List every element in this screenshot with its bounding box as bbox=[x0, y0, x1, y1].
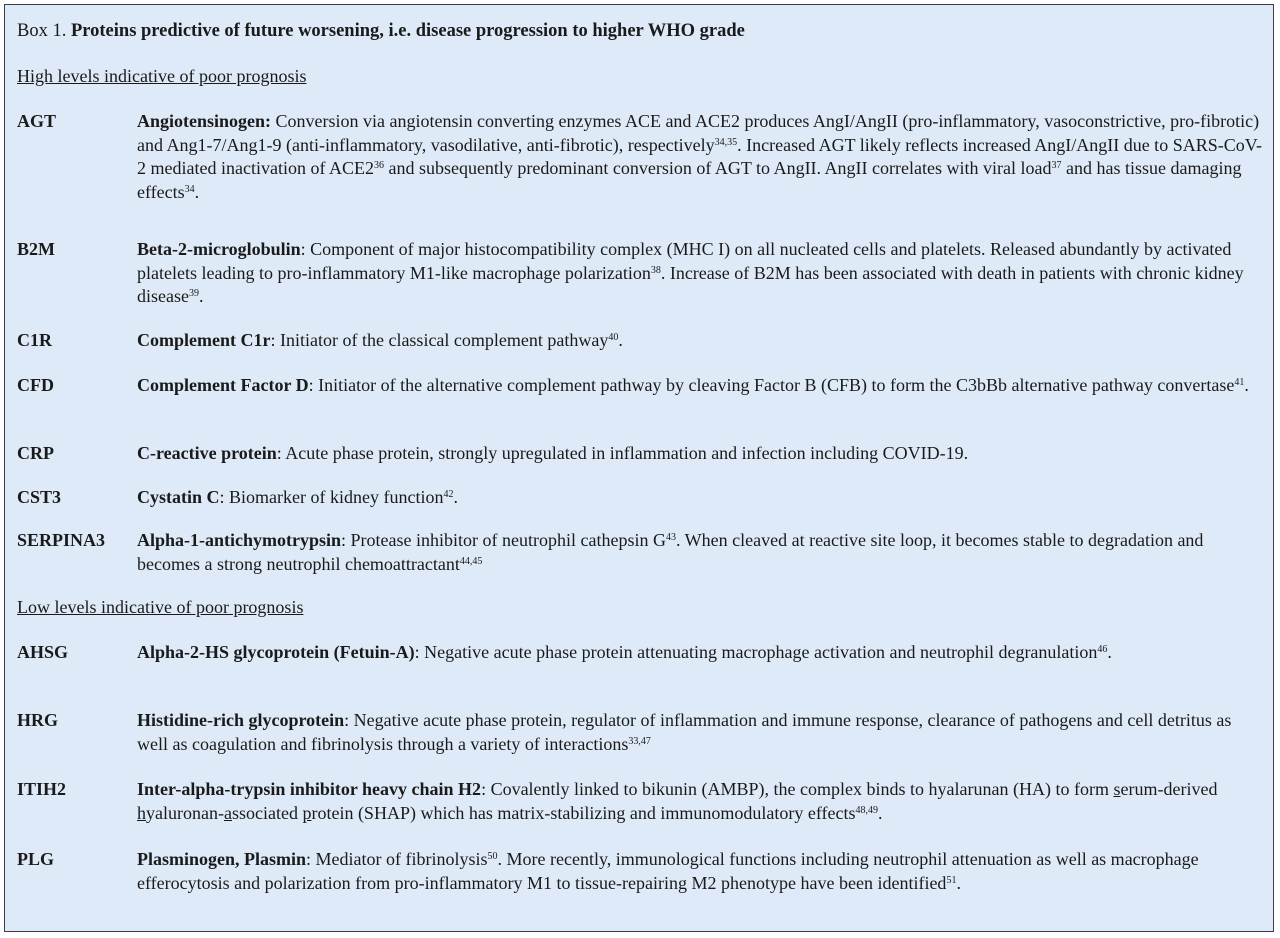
citation-ref: 50 bbox=[487, 851, 498, 862]
citation-ref: 48,49 bbox=[855, 804, 879, 816]
section-heading-low: Low levels indicative of poor prognosis bbox=[17, 597, 304, 617]
protein-description bbox=[137, 238, 1265, 309]
description-text: . Increased AGT likely reflects increased AngI/AngII due to SARS-CoV-2 mediated inactivation of ACE2 bbox=[137, 134, 1263, 178]
citation-ref: 41 bbox=[1234, 377, 1245, 388]
description-text: . bbox=[1244, 375, 1249, 395]
protein-code: HRG bbox=[17, 710, 59, 730]
protein-name: Inter-alpha-trypsin inhibitor heavy chain H2 bbox=[137, 779, 482, 799]
acronym-letter: p bbox=[302, 802, 312, 823]
protein-name: Complement Factor D bbox=[137, 375, 309, 395]
entry-cfd bbox=[17, 374, 1265, 398]
entry-crp bbox=[17, 442, 1265, 466]
protein-description bbox=[137, 329, 1265, 353]
description-text: : Biomarker of kidney function bbox=[219, 487, 444, 507]
entry-itih2 bbox=[17, 778, 1265, 825]
entry-plg bbox=[17, 848, 1265, 895]
description-text: . bbox=[198, 286, 204, 306]
entry-cst3 bbox=[17, 486, 1265, 510]
box-label: Box 1. bbox=[17, 21, 67, 41]
citation-ref: 46 bbox=[1097, 644, 1108, 655]
description-text: erum-derived bbox=[1120, 779, 1218, 799]
entry-ahsg bbox=[17, 641, 1265, 665]
description-text: : Acute phase protein, strongly upregulated in inflammation and infection including COVID-19. bbox=[276, 443, 969, 463]
description-text: yaluronan- bbox=[146, 802, 224, 823]
description-text: rotein (SHAP) which has matrix-stabilizing and immunomodulatory effects bbox=[311, 802, 856, 823]
section-heading-high: High levels indicative of poor prognosis bbox=[17, 66, 307, 86]
description-text: : Protease inhibitor of neutrophil cathepsin G bbox=[341, 530, 666, 550]
protein-code: CRP bbox=[17, 443, 54, 463]
description-text: : Initiator of the alternative complement pathway by cleaving Factor B (CFB) to form the C3bBb alternative pathway convertase bbox=[308, 375, 1235, 395]
description-text: . bbox=[956, 872, 961, 893]
citation-ref: 34 bbox=[184, 183, 195, 195]
citation-ref: 36 bbox=[373, 160, 384, 171]
acronym-letter: a bbox=[223, 802, 232, 823]
description-text: : Component of major histocompatibility complex (MHC I) on all nucleated cells and platelets. Released abundantly by activated platelets leading to pro-inflammatory M1-like macrophage polarization bbox=[137, 239, 1232, 283]
description-text: : Covalently linked to bikunin (AMBP), the complex binds to hyalarunan (HA) to form bbox=[481, 779, 1114, 799]
protein-code: SERPINA3 bbox=[17, 530, 106, 550]
protein-description bbox=[137, 529, 1265, 576]
description-text: . bbox=[194, 181, 200, 202]
protein-name: Alpha-1-antichymotrypsin bbox=[137, 530, 342, 550]
protein-name: Cystatin C bbox=[137, 487, 220, 507]
protein-code: AGT bbox=[17, 111, 57, 131]
description-text: : Negative acute phase protein attenuating macrophage activation and neutrophil degranulation bbox=[414, 642, 1098, 662]
protein-code: CFD bbox=[17, 375, 54, 395]
citation-ref: 40 bbox=[608, 332, 619, 343]
protein-description bbox=[137, 374, 1265, 398]
protein-description bbox=[137, 486, 1265, 510]
protein-name: Histidine-rich glycoprotein bbox=[137, 710, 345, 730]
description-text: and has tissue damaging effects bbox=[137, 158, 1242, 202]
protein-name: Alpha-2-HS glycoprotein (Fetuin-A) bbox=[137, 642, 415, 662]
protein-description bbox=[137, 709, 1265, 756]
protein-code: B2M bbox=[17, 239, 55, 259]
protein-description bbox=[137, 110, 1265, 204]
protein-description bbox=[137, 848, 1265, 895]
protein-code: PLG bbox=[17, 849, 55, 869]
description-text: . bbox=[1107, 642, 1112, 662]
citation-ref: 51 bbox=[946, 874, 957, 886]
description-text: : Negative acute phase protein, regulator of inflammation and immune response, clearance of pathogens and cell detritus as well as coagulation and fibrinolysis through a variety of interactions bbox=[137, 710, 1232, 754]
protein-code: AHSG bbox=[17, 642, 69, 662]
entry-agt bbox=[17, 110, 1265, 204]
citation-ref: 44,45 bbox=[459, 555, 483, 567]
description-text: . bbox=[878, 802, 883, 823]
protein-code: CST3 bbox=[17, 487, 62, 507]
citation-ref: 33,47 bbox=[628, 735, 651, 747]
citation-ref: 39 bbox=[188, 288, 199, 299]
box-heading: Proteins predictive of future worsening, i.e. disease progression to higher WHO grade bbox=[70, 21, 745, 41]
acronym-letter: h bbox=[137, 802, 146, 823]
entry-c1r bbox=[17, 329, 1265, 353]
description-text: and subsequently predominant conversion of AGT to AngII. AngII correlates with viral load bbox=[383, 158, 1052, 178]
protein-description bbox=[137, 641, 1265, 665]
description-text: . Increase of B2M has been associated with death in patients with chronic kidney disease bbox=[137, 262, 1244, 306]
description-text: : Initiator of the classical complement pathway bbox=[270, 330, 609, 350]
description-text: . More recently, immunological functions including neutrophil attenuation as well as macrophage efferocytosis and polarization from pro-inflammatory M1 to tissue-repairing M2 phenotype have been identified bbox=[137, 849, 1199, 893]
info-box bbox=[4, 4, 1274, 932]
entry-hrg bbox=[17, 709, 1265, 756]
citation-ref: 37 bbox=[1051, 160, 1062, 171]
description-text: . When cleaved at reactive site loop, it becomes stable to degradation and becomes a strong neutrophil chemoattractant bbox=[137, 530, 1204, 574]
protein-name: Angiotensinogen: bbox=[137, 111, 272, 131]
protein-code: C1R bbox=[17, 330, 52, 350]
description-text: : Mediator of fibrinolysis bbox=[306, 849, 488, 869]
entry-serpina3 bbox=[17, 529, 1265, 576]
description-text: ssociated bbox=[231, 802, 303, 823]
protein-name: C-reactive protein bbox=[137, 443, 277, 463]
description-text: . bbox=[618, 330, 623, 350]
box-title bbox=[17, 21, 745, 42]
description-text: Conversion via angiotensin converting enzymes ACE and ACE2 produces AngI/AngII (pro-inflammatory, vasoconstrictive, pro-fibrotic) and Ang1-7/Ang1-9 (anti-inflammatory, vasodilative, anti-fibrotic), respectively bbox=[137, 111, 1260, 155]
citation-ref: 42 bbox=[443, 489, 454, 500]
protein-description bbox=[137, 442, 1265, 466]
acronym-letter: s bbox=[1113, 779, 1121, 799]
protein-description bbox=[137, 778, 1265, 825]
entry-b2m bbox=[17, 238, 1265, 309]
protein-name: Plasminogen, Plasmin bbox=[137, 849, 307, 869]
citation-ref: 43 bbox=[665, 532, 676, 543]
description-text: . bbox=[453, 487, 458, 507]
citation-ref: 34,35 bbox=[714, 136, 738, 148]
protein-code: ITIH2 bbox=[17, 779, 67, 799]
protein-name: Beta-2-microglobulin bbox=[137, 239, 301, 259]
citation-ref: 38 bbox=[650, 264, 661, 276]
protein-name: Complement C1r bbox=[137, 330, 271, 350]
